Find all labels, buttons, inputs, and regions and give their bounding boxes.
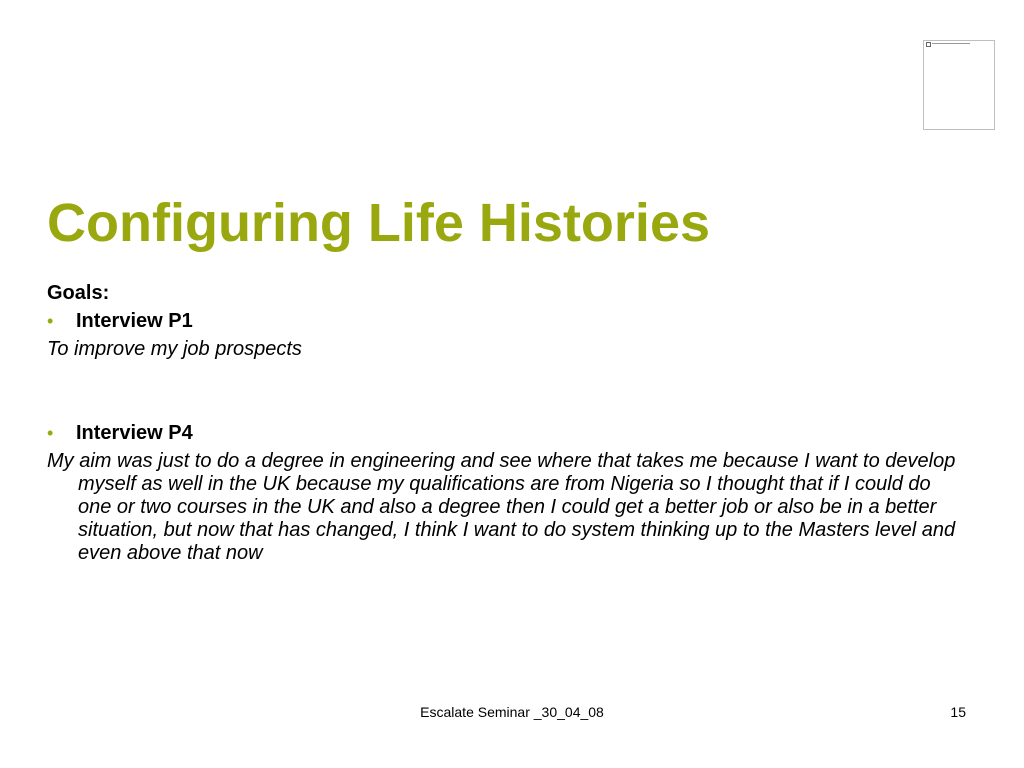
goals-label: Goals: [47, 282, 110, 304]
page-number: 15 [950, 704, 966, 720]
thumbnail-text-line [932, 43, 970, 44]
slide-title: Configuring Life Histories [47, 193, 711, 253]
document-icon [926, 42, 931, 47]
interview-p4-quote: My aim was just to do a degree in engineering and see where that takes me because I want to develop myself as well in the UK because my qualifications are from Nigeria so I thought that if I could do one or two courses in the UK and also a degree then I could get a better job or also be in a better situation, but now that has changed, I think I want to do system thinking up to the Masters level and even above that now [47, 450, 956, 564]
spacer [47, 362, 962, 418]
interview-p4-label: Interview P4 [76, 422, 193, 444]
slide-content [47, 280, 962, 565]
bullet-icon: • [47, 311, 54, 331]
footer-text: Escalate Seminar _30_04_08 [420, 704, 604, 720]
bullet-icon: • [47, 423, 54, 443]
bullet-item-interview-p4 [47, 418, 962, 448]
bullet-item-interview-p1 [47, 306, 962, 336]
interview-p1-quote: To improve my job prospects [47, 338, 302, 360]
slide-thumbnail [923, 40, 995, 130]
interview-p1-label: Interview P1 [76, 310, 193, 332]
